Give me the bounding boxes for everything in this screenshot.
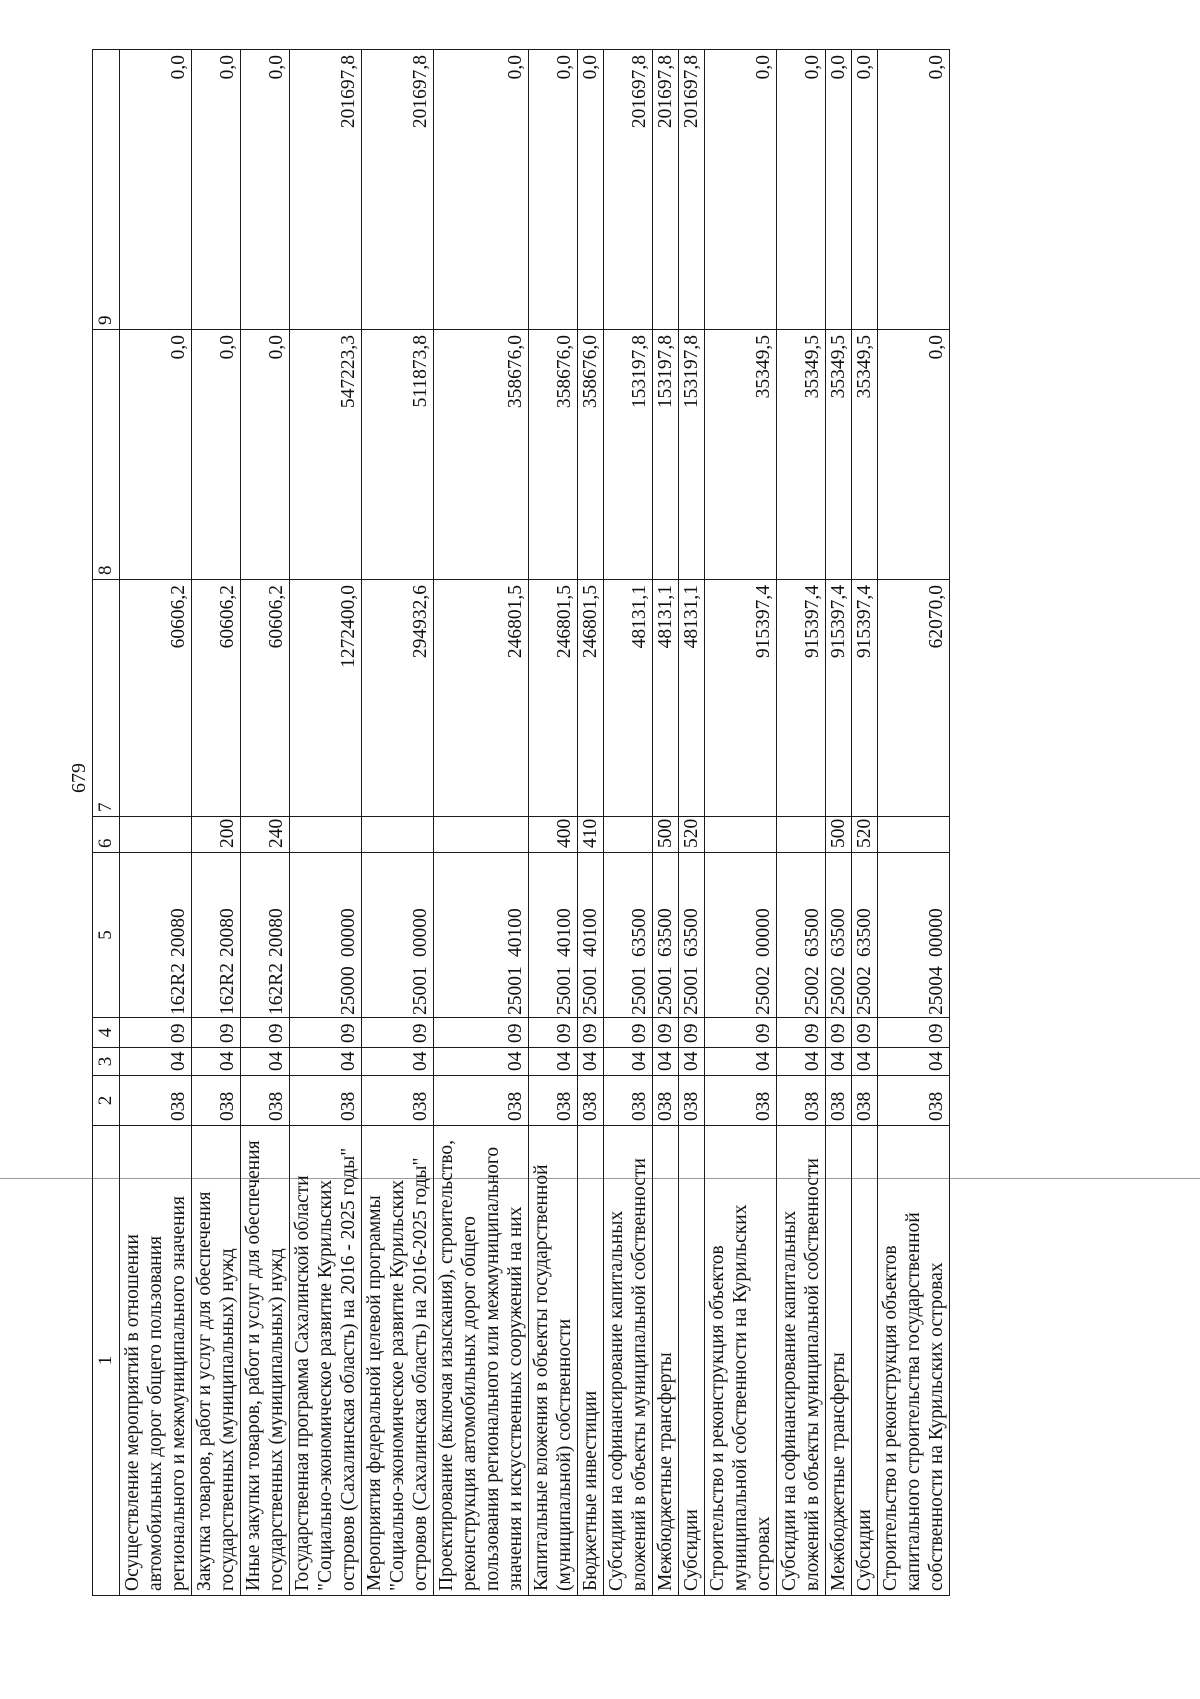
cell-col5-part1: 25002 — [854, 966, 875, 1015]
cell-col3: 04 — [362, 1048, 434, 1076]
cell-col5 — [362, 853, 434, 1018]
column-header-9: 9 — [93, 50, 120, 330]
cell-col4: 09 — [653, 1018, 679, 1048]
cell-col5 — [705, 853, 777, 1018]
cell-col5-part2: 40100 — [580, 908, 601, 957]
cell-col7: 246801,5 — [578, 580, 604, 817]
cell-col3: 04 — [290, 1048, 362, 1076]
table-row — [604, 50, 653, 1596]
cell-col5-part2: 00000 — [753, 908, 774, 957]
cell-col3: 04 — [653, 1048, 679, 1076]
cell-col2: 038 — [705, 1076, 777, 1126]
cell-col5 — [529, 853, 578, 1018]
cell-col5 — [120, 853, 192, 1018]
cell-col9: 0,0 — [120, 50, 192, 330]
cell-col3: 04 — [241, 1048, 290, 1076]
cell-col2: 038 — [192, 1076, 241, 1126]
cell-col2: 038 — [653, 1076, 679, 1126]
cell-col7: 60606,2 — [192, 580, 241, 817]
cell-col5-part1: 25002 — [753, 966, 774, 1015]
row-name: Бюджетные инвестиции — [578, 1126, 604, 1596]
cell-col2: 038 — [290, 1076, 362, 1126]
column-header-5: 5 — [93, 853, 120, 1018]
cell-col9: 0,0 — [777, 50, 826, 330]
cell-col2: 038 — [852, 1076, 878, 1126]
column-header-7: 7 — [93, 580, 120, 817]
cell-col5-part2: 63500 — [802, 908, 823, 957]
cell-col3: 04 — [679, 1048, 705, 1076]
header-row — [93, 50, 120, 1596]
page-number: 679 — [68, 763, 90, 793]
cell-col7: 915397,4 — [826, 580, 852, 817]
row-name: Осуществление мероприятий в отношении автомобильных дорог общего пользования регионального и межмуниципального значения — [120, 1126, 192, 1596]
cell-col2: 038 — [578, 1076, 604, 1126]
cell-col5-part1: 25002 — [802, 966, 823, 1015]
row-name: Иные закупки товаров, работ и услуг для обеспечения государственных (муниципальных) нужд — [241, 1126, 290, 1596]
cell-col2: 038 — [878, 1076, 950, 1126]
cell-col5-part2: 63500 — [854, 908, 875, 957]
cell-col8: 153197,8 — [679, 330, 705, 580]
cell-col4: 09 — [705, 1018, 777, 1048]
cell-col5 — [434, 853, 529, 1018]
cell-col9: 201697,8 — [362, 50, 434, 330]
cell-col2: 038 — [434, 1076, 529, 1126]
cell-col5 — [826, 853, 852, 1018]
rotated-table-container — [92, 50, 1109, 1596]
cell-col6 — [878, 817, 950, 853]
cell-col9: 0,0 — [826, 50, 852, 330]
cell-col3: 04 — [604, 1048, 653, 1076]
table-row — [578, 50, 604, 1596]
cell-col9: 201697,8 — [653, 50, 679, 330]
cell-col6 — [434, 817, 529, 853]
cell-col4: 09 — [578, 1018, 604, 1048]
cell-col5-part2: 63500 — [681, 908, 702, 957]
cell-col8: 35349,5 — [705, 330, 777, 580]
row-name: Субсидии на софинансирование капитальных вложений в объекты муниципальной собственности — [604, 1126, 653, 1596]
cell-col5-part2: 63500 — [828, 908, 849, 957]
cell-col2: 038 — [529, 1076, 578, 1126]
column-header-4: 4 — [93, 1018, 120, 1048]
cell-col4: 09 — [777, 1018, 826, 1048]
cell-col5-part2: 63500 — [655, 908, 676, 957]
cell-col5 — [290, 853, 362, 1018]
cell-col5-part2: 63500 — [629, 908, 650, 957]
table-row — [679, 50, 705, 1596]
cell-col9: 0,0 — [529, 50, 578, 330]
table-body — [120, 50, 950, 1596]
cell-col7: 915397,4 — [777, 580, 826, 817]
cell-col9: 0,0 — [241, 50, 290, 330]
cell-col5-part2: 00000 — [410, 908, 431, 957]
cell-col5-part2: 40100 — [554, 908, 575, 957]
table-row — [362, 50, 434, 1596]
column-header-2: 2 — [93, 1076, 120, 1126]
cell-col5-part1: 25001 — [410, 966, 431, 1015]
cell-col2: 038 — [241, 1076, 290, 1126]
cell-col6: 400 — [529, 817, 578, 853]
cell-col5 — [578, 853, 604, 1018]
cell-col6: 240 — [241, 817, 290, 853]
cell-col9: 201697,8 — [604, 50, 653, 330]
cell-col3: 04 — [578, 1048, 604, 1076]
cell-col6: 200 — [192, 817, 241, 853]
table-row — [826, 50, 852, 1596]
row-name: Субсидии — [679, 1126, 705, 1596]
cell-col4: 09 — [878, 1018, 950, 1048]
cell-col6 — [362, 817, 434, 853]
cell-col9: 0,0 — [434, 50, 529, 330]
cell-col7: 48131,1 — [604, 580, 653, 817]
cell-col5-part1: 25002 — [828, 966, 849, 1015]
table-row — [878, 50, 950, 1596]
row-name: Строительство и реконструкция объектов муниципальной собственности на Курильских островах — [705, 1126, 777, 1596]
cell-col5-part2: 20080 — [266, 908, 287, 957]
cell-col2: 038 — [777, 1076, 826, 1126]
table-row — [852, 50, 878, 1596]
cell-col3: 04 — [878, 1048, 950, 1076]
cell-col3: 04 — [120, 1048, 192, 1076]
cell-col7: 246801,5 — [434, 580, 529, 817]
cell-col6: 500 — [826, 817, 852, 853]
cell-col5-part2: 20080 — [168, 908, 189, 957]
cell-col5 — [852, 853, 878, 1018]
column-header-1: 1 — [93, 1126, 120, 1596]
column-header-8: 8 — [93, 330, 120, 580]
cell-col3: 04 — [852, 1048, 878, 1076]
table-row — [120, 50, 192, 1596]
cell-col3: 04 — [192, 1048, 241, 1076]
cell-col7: 1272400,0 — [290, 580, 362, 817]
cell-col6 — [120, 817, 192, 853]
cell-col8: 547223,3 — [290, 330, 362, 580]
cell-col2: 038 — [120, 1076, 192, 1126]
cell-col5 — [241, 853, 290, 1018]
row-name: Межбюджетные трансферты — [826, 1126, 852, 1596]
cell-col8: 35349,5 — [852, 330, 878, 580]
row-name: Строительство и реконструкция объектов капитального строительства государственной собственности на Курильских островах — [878, 1126, 950, 1596]
cell-col5-part1: 162R2 — [168, 962, 189, 1015]
cell-col9: 0,0 — [878, 50, 950, 330]
cell-col7: 915397,4 — [852, 580, 878, 817]
cell-col7: 62070,0 — [878, 580, 950, 817]
cell-col3: 04 — [705, 1048, 777, 1076]
cell-col9: 0,0 — [705, 50, 777, 330]
table-row — [241, 50, 290, 1596]
table-row — [290, 50, 362, 1596]
cell-col9: 0,0 — [578, 50, 604, 330]
row-name: Субсидии — [852, 1126, 878, 1596]
cell-col8: 35349,5 — [777, 330, 826, 580]
cell-col7: 294932,6 — [362, 580, 434, 817]
cell-col8: 0,0 — [120, 330, 192, 580]
cell-col8: 358676,0 — [529, 330, 578, 580]
row-name: Мероприятия федеральной целевой программы "Социально-экономическое развитие Курильских островов (Сахалинская область) на 2016-2025 годы" — [362, 1126, 434, 1596]
cell-col4: 09 — [604, 1018, 653, 1048]
cell-col5-part1: 162R2 — [266, 962, 287, 1015]
cell-col2: 038 — [604, 1076, 653, 1126]
cell-col9: 0,0 — [852, 50, 878, 330]
cell-col5-part2: 00000 — [926, 908, 947, 957]
cell-col5-part1: 25001 — [554, 966, 575, 1015]
cell-col5 — [777, 853, 826, 1018]
cell-col5 — [878, 853, 950, 1018]
cell-col6: 520 — [679, 817, 705, 853]
cell-col7: 60606,2 — [241, 580, 290, 817]
cell-col7: 246801,5 — [529, 580, 578, 817]
row-name: Проектирование (включая изыскания), строительство, реконструкция автомобильных дорог общего пользования регионального или межмуниципального значения и искусственных сооружений на них — [434, 1126, 529, 1596]
cell-col5 — [604, 853, 653, 1018]
cell-col6 — [604, 817, 653, 853]
row-name: Межбюджетные трансферты — [653, 1126, 679, 1596]
budget-table — [92, 49, 950, 1596]
cell-col2: 038 — [679, 1076, 705, 1126]
row-name: Капитальные вложения в объекты государственной (муниципальной) собственности — [529, 1126, 578, 1596]
cell-col8: 0,0 — [192, 330, 241, 580]
cell-col6 — [290, 817, 362, 853]
cell-col4: 09 — [362, 1018, 434, 1048]
cell-col5-part2: 00000 — [338, 908, 359, 957]
cell-col5-part1: 25001 — [505, 966, 526, 1015]
cell-col5-part2: 20080 — [217, 908, 238, 957]
table-row — [705, 50, 777, 1596]
row-name: Государственная программа Сахалинской области "Социально-экономическое развитие Курильских островов (Сахалинская область) на 2016 - 2025 годы" — [290, 1126, 362, 1596]
cell-col4: 09 — [529, 1018, 578, 1048]
table-row — [434, 50, 529, 1596]
cell-col3: 04 — [434, 1048, 529, 1076]
cell-col7: 60606,2 — [120, 580, 192, 817]
cell-col5-part1: 25004 — [926, 966, 947, 1015]
cell-col2: 038 — [362, 1076, 434, 1126]
cell-col5-part1: 25001 — [655, 966, 676, 1015]
cell-col9: 0,0 — [192, 50, 241, 330]
cell-col7: 48131,1 — [679, 580, 705, 817]
cell-col4: 09 — [826, 1018, 852, 1048]
cell-col4: 09 — [120, 1018, 192, 1048]
cell-col4: 09 — [290, 1018, 362, 1048]
cell-col5 — [679, 853, 705, 1018]
cell-col4: 09 — [192, 1018, 241, 1048]
cell-col5-part1: 25000 — [338, 966, 359, 1015]
cell-col8: 153197,8 — [604, 330, 653, 580]
cell-col4: 09 — [852, 1018, 878, 1048]
cell-col5-part1: 25001 — [681, 966, 702, 1015]
cell-col6 — [705, 817, 777, 853]
cell-col5-part1: 25001 — [629, 966, 650, 1015]
cell-col6: 500 — [653, 817, 679, 853]
table-row — [192, 50, 241, 1596]
cell-col8: 0,0 — [878, 330, 950, 580]
cell-col5-part2: 40100 — [505, 908, 526, 957]
cell-col2: 038 — [826, 1076, 852, 1126]
cell-col8: 511873,8 — [362, 330, 434, 580]
cell-col5 — [653, 853, 679, 1018]
cell-col4: 09 — [241, 1018, 290, 1048]
cell-col6 — [777, 817, 826, 853]
cell-col9: 201697,8 — [679, 50, 705, 330]
cell-col3: 04 — [826, 1048, 852, 1076]
table-row — [777, 50, 826, 1596]
cell-col8: 35349,5 — [826, 330, 852, 580]
cell-col8: 358676,0 — [578, 330, 604, 580]
cell-col5-part1: 162R2 — [217, 962, 238, 1015]
cell-col3: 04 — [529, 1048, 578, 1076]
cell-col7: 48131,1 — [653, 580, 679, 817]
cell-col4: 09 — [434, 1018, 529, 1048]
column-header-6: 6 — [93, 817, 120, 853]
cell-col8: 153197,8 — [653, 330, 679, 580]
cell-col6: 410 — [578, 817, 604, 853]
row-name: Субсидии на софинансирование капитальных вложений в объекты муниципальной собственности — [777, 1126, 826, 1596]
row-name: Закупка товаров, работ и услуг для обеспечения государственных (муниципальных) нужд — [192, 1126, 241, 1596]
cell-col8: 0,0 — [241, 330, 290, 580]
cell-col5-part1: 25001 — [580, 966, 601, 1015]
cell-col8: 358676,0 — [434, 330, 529, 580]
cell-col3: 04 — [777, 1048, 826, 1076]
cell-col9: 201697,8 — [290, 50, 362, 330]
column-header-3: 3 — [93, 1048, 120, 1076]
cell-col5 — [192, 853, 241, 1018]
table-row — [653, 50, 679, 1596]
table-row — [529, 50, 578, 1596]
cell-col6: 520 — [852, 817, 878, 853]
cell-col7: 915397,4 — [705, 580, 777, 817]
cell-col4: 09 — [679, 1018, 705, 1048]
